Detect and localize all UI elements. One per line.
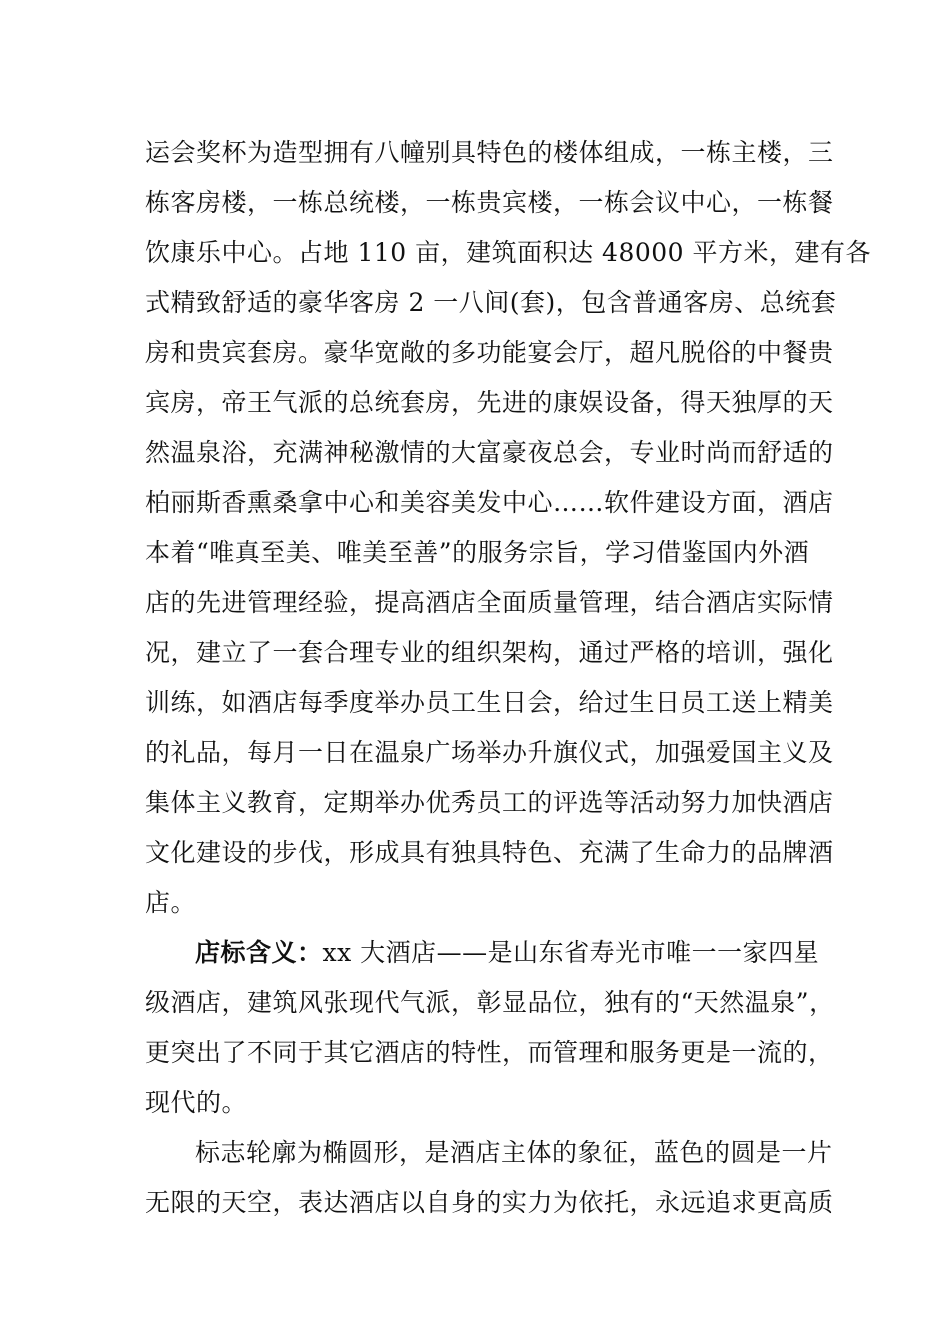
paragraph-line: 本着“唯真至美、唯美至善”的服务宗旨，学习借鉴国内外酒 [145, 538, 810, 567]
paragraph-line: 文化建设的步伐，形成具有独具特色、充满了生命力的品牌酒 [145, 838, 834, 867]
paragraph-line: 饮康乐中心。占地 110 亩，建筑面积达 48000 平方米，建有各 [145, 238, 872, 267]
paragraph-hotel-description [145, 128, 872, 928]
paragraph-line: 无限的天空，表达酒店以自身的实力为依托，永远追求更高质 [145, 1188, 834, 1217]
paragraph-line: 标志轮廓为椭圆形，是酒店主体的象征，蓝色的圆是一片 [195, 1138, 833, 1167]
paragraph-logo-outline [145, 1128, 835, 1228]
paragraph-line: 柏丽斯香熏桑拿中心和美容美发中心……软件建设方面，酒店 [145, 488, 834, 517]
paragraph-line: 集体主义教育，定期举办优秀员工的评选等活动努力加快酒店 [145, 788, 834, 817]
paragraph-first-line [145, 928, 835, 978]
paragraph-line: 店。 [145, 888, 197, 917]
paragraph-logo-meaning [145, 928, 835, 1128]
document-body [145, 128, 872, 1228]
paragraph-line: 房和贵宾套房。豪华宽敞的多功能宴会厅，超凡脱俗的中餐贵 [145, 338, 834, 367]
paragraph-line: 级酒店，建筑风张现代气派，彰显品位，独有的“天然温泉”， [145, 988, 835, 1017]
paragraph-line: 更突出了不同于其它酒店的特性，而管理和服务更是一流的， [145, 1038, 834, 1067]
paragraph-line-text: xx 大酒店——是山东省寿光市唯一一家四星 [322, 938, 820, 967]
paragraph-line: 然温泉浴，充满神秘激情的大富豪夜总会，专业时尚而舒适的 [145, 438, 834, 467]
paragraph-line: 店的先进管理经验，提高酒店全面质量管理，结合酒店实际情 [145, 588, 834, 617]
paragraph-line: 现代的。 [145, 1088, 248, 1117]
paragraph-line: 况，建立了一套合理专业的组织架构，通过严格的培训，强化 [145, 638, 834, 667]
paragraph-line: 运会奖杯为造型拥有八幢别具特色的楼体组成，一栋主楼，三 [145, 138, 834, 167]
logo-meaning-heading: 店标含义： [195, 938, 323, 967]
paragraph-line: 训练，如酒店每季度举办员工生日会，给过生日员工送上精美 [145, 688, 834, 717]
paragraph-line: 宾房，帝王气派的总统套房，先进的康娱设备，得天独厚的天 [145, 388, 834, 417]
paragraph-line: 栋客房楼，一栋总统楼，一栋贵宾楼，一栋会议中心，一栋餐 [145, 188, 834, 217]
paragraph-line: 的礼品，每月一日在温泉广场举办升旗仪式，加强爱国主义及 [145, 738, 834, 767]
paragraph-line: 式精致舒适的豪华客房 2 一八间(套)，包含普通客房、总统套 [145, 288, 837, 317]
